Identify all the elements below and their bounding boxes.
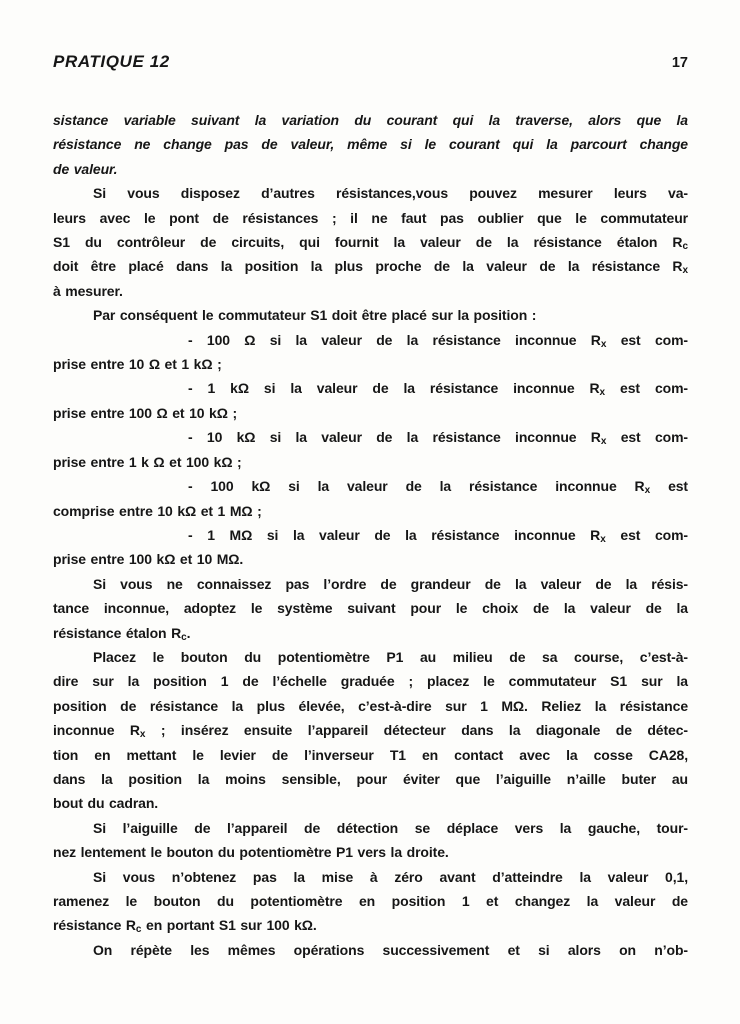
text-line: - 10 kΩ si la valeur de la résistance inconnue $R_x$ est com- (188, 429, 688, 448)
text-line: résistance ne change pas de valeur, même si le courant qui la parcourt change (53, 136, 688, 153)
text-line: résistance $R_c$ en portant S1 sur 100 kΩ. (53, 917, 317, 936)
page-content (53, 108, 688, 962)
subscript-label: x (600, 338, 607, 350)
subscript-label: c (682, 241, 688, 253)
subscript-label: c (135, 924, 142, 936)
subscript-label: x (599, 387, 606, 399)
text-line: bout du cadran. (53, 795, 159, 812)
text-line: comprise entre 10 kΩ et 1 MΩ ; (53, 502, 262, 519)
text-line: prise entre 100 Ω et 10 kΩ ; (53, 404, 238, 421)
running-title: PRATIQUE 12 (53, 52, 170, 71)
text-line: S1 du contrôleur de circuits, qui fournit la valeur de la résistance étalon $R_c$ (53, 234, 688, 253)
text-line: Si vous disposez d’autres résistances,vous pouvez mesurer leurs va- (93, 185, 688, 202)
text-line: Par conséquent le commutateur S1 doit être placé sur la position : (93, 307, 537, 324)
text-line: sistance variable suivant la variation du courant qui la traverse, alors que la (53, 112, 688, 128)
text-line: prise entre 10 Ω et 1 kΩ ; (53, 356, 222, 373)
subscript-label: x (600, 436, 607, 448)
subscript-label: x (139, 729, 146, 741)
text-line: dans la position la moins sensible, pour éviter que l’aiguille n’aille buter au (53, 770, 688, 787)
text-line: de valeur. (53, 160, 118, 177)
text-line: à mesurer. (53, 282, 123, 299)
subscript-label: x (644, 485, 651, 497)
text-line: Si vous ne connaissez pas l’ordre de grandeur de la valeur de la résis- (93, 575, 688, 592)
text-line: Si l’aiguille de l’appareil de détection se déplace vers la gauche, tour- (93, 819, 688, 836)
text-line: nez lentement le bouton du potentiomètre P1 vers la droite. (53, 844, 449, 861)
subscript-label: x (600, 533, 606, 545)
text-line: tion en mettant le levier de l’inverseur T1 en contact avec la cosse CA28, (53, 746, 688, 763)
text-line: tance inconnue, adoptez le système suivant pour le choix de la valeur de la (53, 600, 688, 617)
text-line: Placez le bouton du potentiomètre P1 au milieu de sa course, c’est-à- (93, 648, 688, 665)
text-line: leurs avec le pont de résistances ; il ne faut pas oublier que le commutateur (53, 209, 688, 226)
text-line: On répète les mêmes opérations successivement et si alors on n’ob- (93, 941, 688, 958)
text-line: doit être placé dans la position la plus proche de la valeur de la résistance $R_x$ (53, 258, 688, 277)
text-line: - 100 kΩ si la valeur de la résistance inconnue $R_x$ est (188, 478, 688, 497)
text-line: inconnue $R_x$ ; insérez ensuite l’appareil détecteur dans la diagonale de détec- (53, 722, 688, 741)
text-line: - 1 MΩ si la valeur de la résistance inconnue $R_x$ est com- (188, 526, 688, 545)
page-header (53, 52, 688, 74)
text-line: Si vous n’obtenez pas la mise à zéro avant d’atteindre la valeur 0,1, (93, 868, 688, 885)
text-line: dire sur la position 1 de l’échelle graduée ; placez le commutateur S1 sur la (53, 673, 688, 690)
subscript-label: c (181, 631, 187, 643)
text-line: résistance étalon $R_c$. (53, 624, 191, 643)
text-line: ramenez le bouton du potentiomètre en position 1 et changez la valeur de (53, 893, 688, 909)
text-line: - 100 Ω si la valeur de la résistance inconnue $R_x$ est com- (188, 331, 688, 350)
page-number: 17 (671, 55, 688, 71)
text-line: - 1 kΩ si la valeur de la résistance inconnue $R_x$ est com- (188, 380, 688, 399)
text-line: position de résistance la plus élevée, c’est-à-dire sur 1 MΩ. Reliez la résistance (53, 697, 688, 714)
text-line: prise entre 1 k Ω et 100 kΩ ; (53, 453, 242, 470)
subscript-label: x (682, 265, 688, 277)
text-line: prise entre 100 kΩ et 10 MΩ. (53, 551, 244, 568)
